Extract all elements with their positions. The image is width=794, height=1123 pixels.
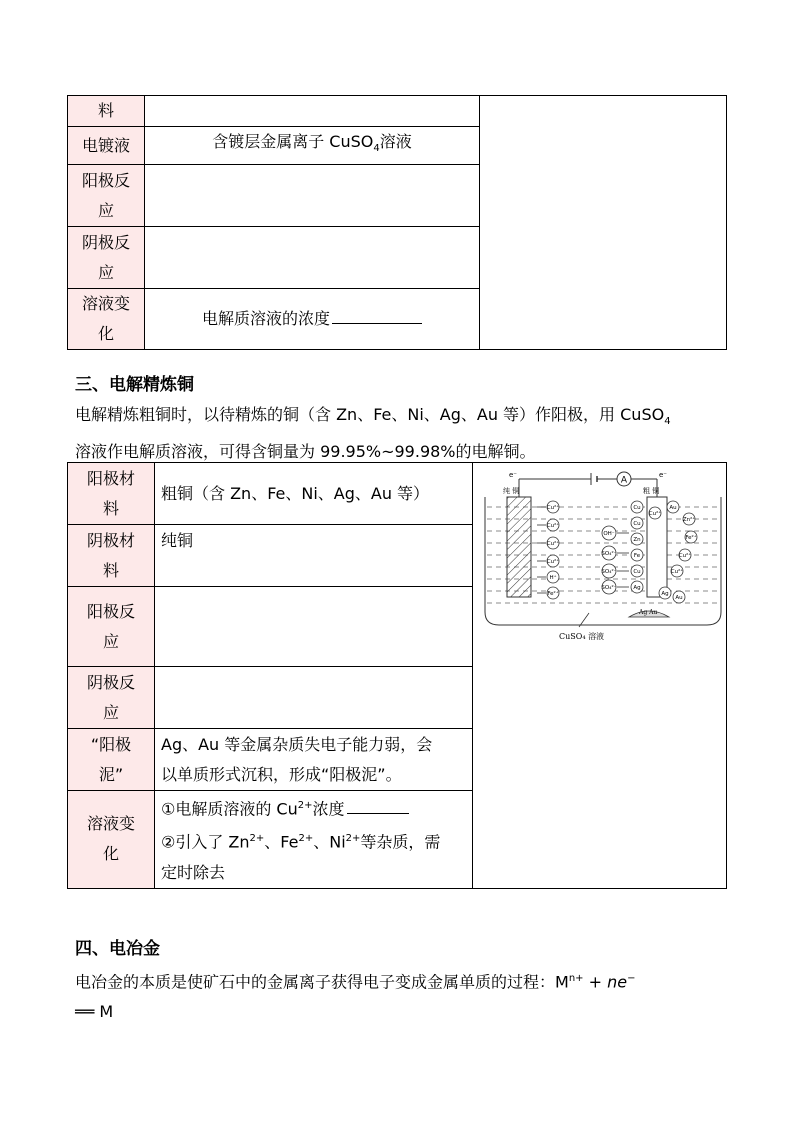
ion-left-5: H⁺ [549, 575, 557, 581]
section-3-heading: 三、电解精炼铜 [75, 375, 194, 395]
ion-mid-4: SO₄²⁻ [601, 585, 617, 591]
anode-mud-cell: Ag、Au 等金属杂质失电子能力弱，会 以单质形式沉积，形成“阳极泥”。 [155, 729, 473, 791]
ion-right-6: Cu²⁺ [670, 569, 684, 575]
electron-label-right: e⁻ [659, 471, 668, 479]
solution-label: CuSO₄ 溶液 [559, 632, 605, 641]
atom-3: Zn [633, 537, 641, 543]
row-label-anode-reaction: 阳极反 应 [68, 165, 145, 227]
ion-left-3: Cu²⁺ [546, 541, 560, 547]
cathode-reaction-cell-2 [155, 667, 473, 729]
section-4-heading: 四、电冶金 [75, 939, 160, 959]
row-label-anode-material: 阳极材 料 [68, 463, 155, 525]
ion-mid-1: OH⁻ [603, 531, 615, 537]
row-label-anode-reaction-2: 阳极反 应 [68, 587, 155, 667]
fill-blank-2[interactable] [347, 795, 409, 814]
anode-reaction-cell-2 [155, 587, 473, 667]
ammeter-label: A [620, 475, 628, 486]
cathode-reaction-cell [145, 227, 480, 289]
atom-6: Ag [633, 585, 641, 591]
row-label-solution-change-2: 溶液变 化 [68, 791, 155, 889]
ion-left-4: Cu²⁺ [546, 559, 560, 565]
anode-reaction-cell [145, 165, 480, 227]
row-label-cathode-reaction: 阴极反 应 [68, 227, 145, 289]
ion-mid-3: SO₄²⁻ [601, 569, 617, 575]
figure-cell-empty [480, 96, 727, 350]
ion-right-7: Ag [661, 591, 669, 597]
ion-right-5: Cu²⁺ [678, 553, 692, 559]
plating-solution-cell: 含镀层金属离子 CuSO$_4$溶液 [145, 127, 480, 165]
electroplating-table [67, 95, 727, 350]
atom-2: Cu [633, 521, 641, 527]
ion-right-1: Cu²⁺ [648, 511, 662, 517]
ion-mid-2: SO₄²⁻ [601, 551, 617, 557]
ion-left-2: Cu²⁺ [546, 523, 560, 529]
figure-cell [473, 463, 727, 889]
section-4-paragraph: 电冶金的本质是使矿石中的金属离子获得电子变成金属单质的过程：$M^{n+} + ne^-$ ══ M [75, 972, 636, 1022]
ion-left-1: Cu²⁺ [546, 505, 560, 511]
pure-copper-label: 纯 铜 [503, 487, 520, 495]
ion-right-4: Fe²⁺ [685, 535, 697, 541]
solution-change-cell: 电解质溶液的浓度 [145, 289, 480, 350]
row-label-cathode-material: 阴极材 料 [68, 525, 155, 587]
ion-right-8: Au [675, 595, 683, 601]
material-cell [145, 96, 480, 127]
ion-left-6: Fe²⁺ [547, 591, 559, 597]
atom-5: Cu [633, 569, 641, 575]
row-label-plating-solution: 电镀液 [68, 127, 145, 165]
cathode-material-cell: 纯铜 [155, 525, 473, 587]
fill-blank[interactable] [332, 305, 422, 324]
row-label-solution-change: 溶液变 化 [68, 289, 145, 350]
ion-right-2: Au [669, 505, 677, 511]
solution-change-cell-2: ①电解质溶液的 $Cu^{2+}$浓度 ②引入了 $Zn^{2+}$、$Fe^{2+}$、$Ni^{2+}$等杂质，需 定时除去 [155, 791, 473, 889]
electrolytic-refining-diagram [479, 467, 729, 647]
atom-4: Fe [633, 553, 641, 559]
electron-label-left: e⁻ [509, 471, 518, 479]
anode-mud-label: Ag Au [639, 609, 658, 616]
row-label-material: 料 [68, 96, 145, 127]
pure-copper-electrode [507, 497, 531, 597]
crude-copper-label: 粗 铜 [643, 487, 660, 495]
section-3-paragraph: 电解精炼粗铜时，以待精炼的铜（含 Zn、Fe、Ni、Ag、Au 等）作阳极，用 CuSO$_4$ 溶液作电解质溶液，可得含铜量为 99.95%~99.98%的电解铜。 [75, 405, 671, 462]
row-label-cathode-reaction-2: 阴极反 应 [68, 667, 155, 729]
row-label-anode-mud: “阳极 泥” [68, 729, 155, 791]
refining-table [67, 462, 727, 889]
ion-right-3: Zn²⁺ [682, 517, 696, 523]
anode-material-cell: 粗铜（含 Zn、Fe、Ni、Ag、Au 等） [155, 463, 473, 525]
atom-1: Cu [633, 505, 641, 511]
